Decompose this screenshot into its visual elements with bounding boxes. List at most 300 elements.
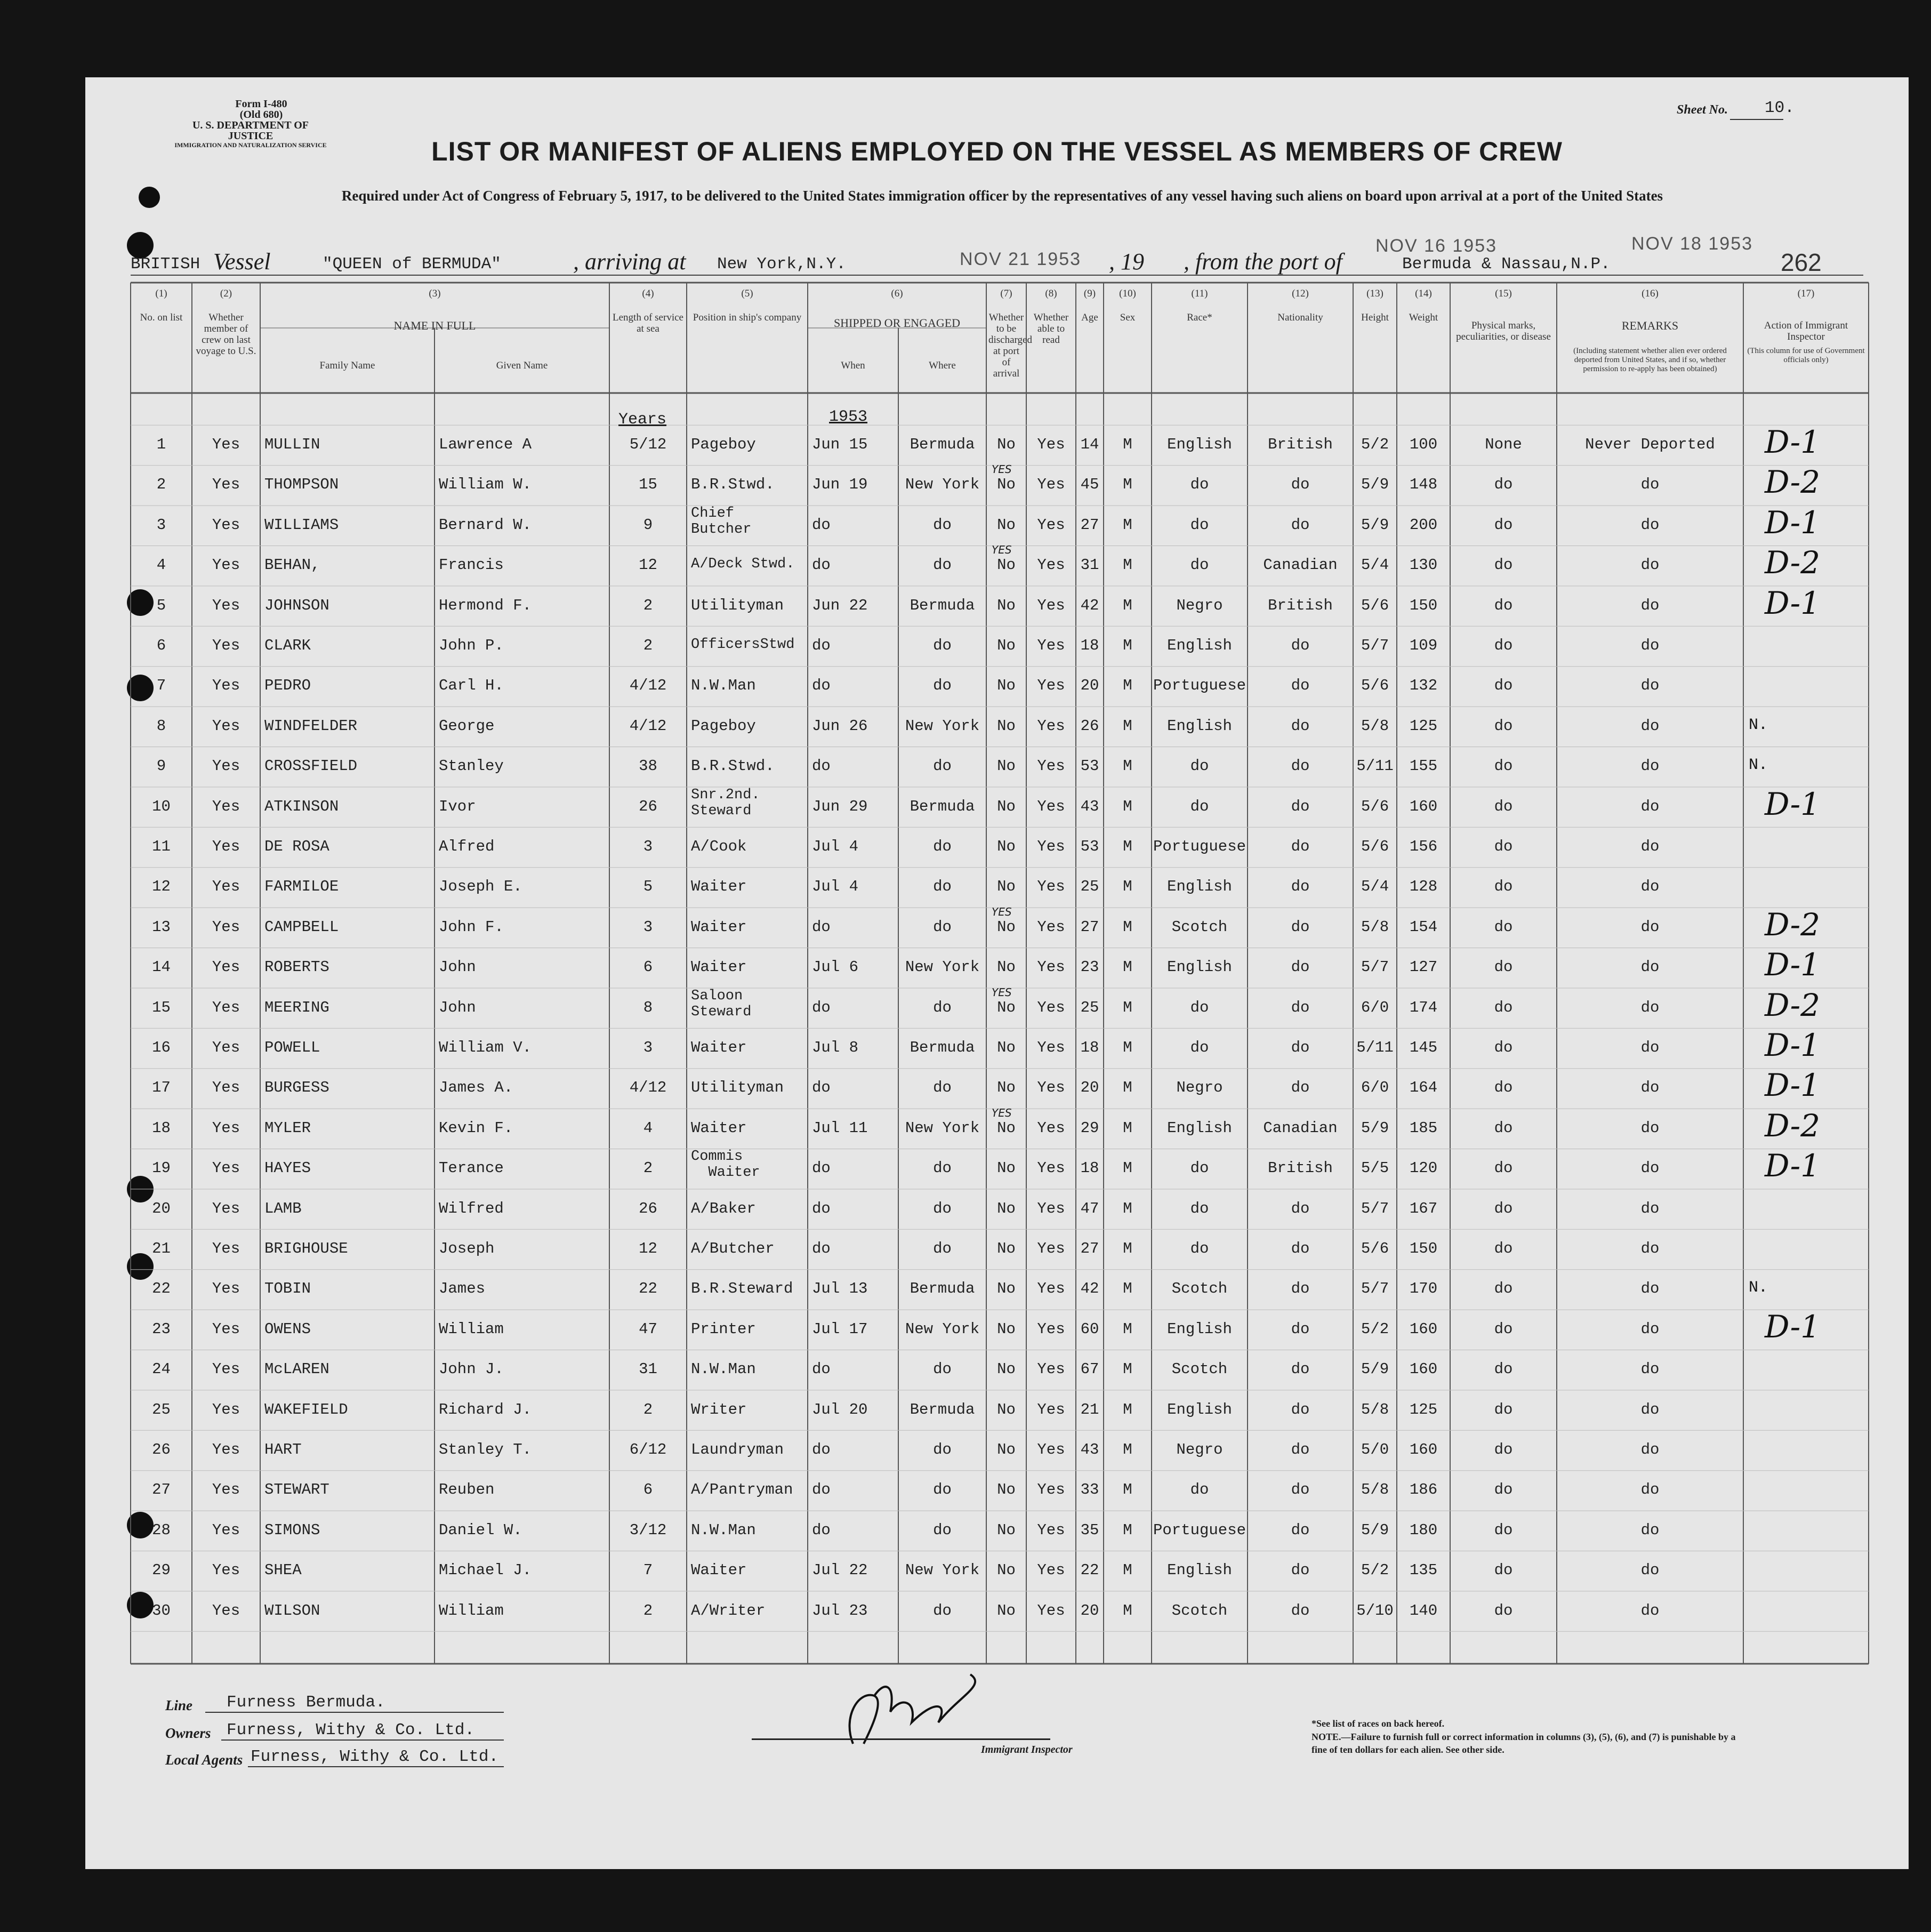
- cell-nat: do: [1291, 1561, 1310, 1580]
- column-number: (2): [220, 288, 232, 299]
- manifest-page: [85, 77, 1909, 1869]
- cell-disch: No: [997, 1320, 1016, 1338]
- cell-no: 26: [152, 1441, 171, 1458]
- cell-marks: do: [1494, 1280, 1513, 1298]
- cell-no: 23: [152, 1320, 171, 1338]
- years-label: Years: [618, 411, 667, 429]
- arriving-port: New York,N.Y.: [717, 255, 846, 274]
- inspector-action: D-1: [1765, 947, 1821, 983]
- column-number: (1): [155, 288, 167, 299]
- column-header: Length of service at sea: [613, 312, 683, 334]
- cell-given: Carl H.: [439, 677, 504, 695]
- cell-position: Laundryman: [691, 1441, 784, 1458]
- cell-when: Jul 22: [812, 1561, 868, 1580]
- cell-when: Jun 19: [812, 476, 868, 494]
- cell-read: Yes: [1037, 436, 1065, 453]
- cell-height: 5/6: [1361, 838, 1389, 855]
- cell-age: 47: [1080, 1199, 1099, 1217]
- cell-race: do: [1190, 757, 1209, 775]
- cell-when: do: [812, 918, 831, 936]
- cell-given: John: [439, 998, 476, 1016]
- cell-weight: 132: [1409, 677, 1438, 695]
- cell-service: 2: [643, 1159, 653, 1177]
- cell-age: 20: [1080, 677, 1099, 695]
- cell-service: 9: [643, 516, 653, 534]
- cell-no: 22: [152, 1280, 171, 1298]
- cell-given: Joseph: [439, 1240, 495, 1257]
- cell-given: Joseph E.: [439, 878, 522, 896]
- cell-family: DE ROSA: [264, 838, 329, 855]
- cell-weight: 125: [1409, 717, 1438, 735]
- cell-disch: No: [997, 918, 1016, 936]
- cell-given: William W.: [439, 476, 532, 494]
- cell-weight: 100: [1409, 436, 1438, 453]
- cell-no: 3: [156, 516, 166, 534]
- cell-when: do: [812, 516, 831, 534]
- inspector-action: D-1: [1765, 504, 1821, 541]
- cell-marks: do: [1494, 838, 1513, 855]
- cell-given: John F.: [439, 918, 504, 936]
- cell-given: Stanley: [439, 757, 504, 775]
- cell-where: do: [933, 1079, 952, 1097]
- cell-where: do: [933, 637, 952, 654]
- cell-where: Bermuda: [910, 436, 975, 453]
- cell-service: 6: [643, 958, 653, 976]
- column-header: Nationality: [1277, 312, 1323, 323]
- cell-when: do: [812, 1481, 831, 1499]
- cell-read: Yes: [1037, 596, 1065, 614]
- cell-marks: do: [1494, 717, 1513, 735]
- arriving-label: , arriving at: [573, 248, 686, 275]
- line-underline: [205, 1712, 504, 1713]
- cell-when: do: [812, 1240, 831, 1257]
- cell-when: Jul 4: [812, 878, 859, 896]
- column-number: (9): [1083, 288, 1096, 299]
- cell-service: 26: [639, 797, 657, 815]
- cell-sex: M: [1123, 1079, 1132, 1097]
- cell-weight: 167: [1409, 1199, 1438, 1217]
- cell-when: Jun 22: [812, 596, 868, 614]
- cell-when: do: [812, 1360, 831, 1378]
- sheet-number: 10.: [1765, 99, 1795, 117]
- cell-read: Yes: [1037, 1240, 1065, 1257]
- page-subtitle: Required under Act of Congress of February 5, 1917, to be delivered to the United States immigration officer by the representatives of any vessel having such aliens on board upon arrival at a port of the United States: [341, 188, 1663, 204]
- cell-no: 25: [152, 1400, 171, 1418]
- cell-age: 27: [1080, 918, 1099, 936]
- cell-remarks: do: [1640, 1119, 1660, 1137]
- cell-family: HAYES: [264, 1159, 311, 1177]
- column-number: (16): [1642, 288, 1659, 299]
- cell-sex: M: [1123, 1400, 1132, 1418]
- line-value: Furness Bermuda.: [227, 1693, 385, 1712]
- cell-height: 5/6: [1361, 797, 1389, 815]
- cell-remarks: do: [1640, 1320, 1660, 1338]
- cell-no: 20: [152, 1199, 171, 1217]
- cell-service: 22: [639, 1280, 657, 1298]
- cell-age: 53: [1080, 838, 1099, 855]
- cell-sex: M: [1123, 637, 1132, 654]
- cell-when: do: [812, 1521, 831, 1539]
- inspector-action: D-2: [1765, 464, 1821, 501]
- cell-sex: M: [1123, 677, 1132, 695]
- cell-disch: No: [997, 1561, 1016, 1580]
- cell-last: Yes: [212, 1079, 240, 1097]
- cell-disch: No: [997, 556, 1016, 574]
- cell-height: 5/8: [1361, 1481, 1389, 1499]
- cell-position: B.R.Stwd.: [691, 476, 775, 494]
- cell-race: English: [1167, 637, 1232, 654]
- cell-sex: M: [1123, 436, 1132, 453]
- cell-no: 10: [152, 797, 171, 815]
- cell-race: do: [1190, 556, 1209, 574]
- cell-position: Commis Waiter: [691, 1149, 760, 1181]
- cell-weight: 148: [1409, 476, 1438, 494]
- line-label: Line: [165, 1697, 192, 1713]
- column-header: Physical marks, peculiarities, or disease: [1456, 320, 1551, 342]
- cell-age: 20: [1080, 1079, 1099, 1097]
- cell-height: 6/0: [1361, 998, 1389, 1016]
- cell-service: 3: [643, 918, 653, 936]
- cell-given: Terance: [439, 1159, 504, 1177]
- cell-weight: 160: [1409, 1441, 1438, 1458]
- cell-race: English: [1167, 958, 1232, 976]
- inspector-action: D-1: [1765, 424, 1821, 460]
- cell-weight: 180: [1409, 1521, 1438, 1539]
- cell-weight: 120: [1409, 1159, 1438, 1177]
- cell-last: Yes: [212, 1039, 240, 1056]
- cell-weight: 145: [1409, 1039, 1438, 1056]
- cell-read: Yes: [1037, 1481, 1065, 1499]
- cell-no: 21: [152, 1240, 171, 1257]
- cell-marks: do: [1494, 1561, 1513, 1580]
- cell-no: 7: [156, 677, 166, 695]
- cell-height: 5/7: [1361, 958, 1389, 976]
- penalty-note: NOTE.—Failure to furnish full or correct information in columns (3), (5), (6), and (7) is punishable by a fine of ten dollars for each alien. See other side.: [1312, 1731, 1736, 1755]
- cell-weight: 128: [1409, 878, 1438, 896]
- cell-where: do: [933, 1360, 952, 1378]
- cell-where: do: [933, 757, 952, 775]
- cell-height: 5/8: [1361, 918, 1389, 936]
- cell-nat: do: [1291, 717, 1310, 735]
- cell-where: Bermuda: [910, 1280, 975, 1298]
- cell-remarks: do: [1640, 958, 1660, 976]
- inspector-action: N.: [1749, 756, 1768, 775]
- cell-race: do: [1190, 1159, 1209, 1177]
- cell-height: 5/9: [1361, 476, 1389, 494]
- cell-given: Alfred: [439, 838, 495, 855]
- cell-race: Negro: [1176, 1441, 1223, 1458]
- cell-remarks: do: [1640, 998, 1660, 1016]
- cell-height: 5/6: [1361, 596, 1389, 614]
- cell-last: Yes: [212, 556, 240, 574]
- cell-where: do: [933, 556, 952, 574]
- cell-read: Yes: [1037, 1280, 1065, 1298]
- cell-family: BEHAN,: [264, 556, 320, 574]
- cell-read: Yes: [1037, 637, 1065, 654]
- column-subheader: (Including statement whether alien ever ordered deported from United States, and if so, whether permission to re-apply has been obtained): [1573, 347, 1727, 373]
- cell-where: do: [933, 1199, 952, 1217]
- cell-sex: M: [1123, 516, 1132, 534]
- cell-no: 19: [152, 1159, 171, 1177]
- cell-service: 7: [643, 1561, 653, 1580]
- cell-age: 42: [1080, 1280, 1099, 1298]
- cell-given: Hermond F.: [439, 596, 532, 614]
- cell-age: 25: [1080, 998, 1099, 1016]
- discharge-note: YES: [992, 905, 1012, 918]
- cell-disch: No: [997, 516, 1016, 534]
- cell-weight: 150: [1409, 1240, 1438, 1257]
- cell-family: PEDRO: [264, 677, 311, 695]
- cell-marks: do: [1494, 677, 1513, 695]
- cell-service: 5/12: [629, 436, 667, 453]
- cell-remarks: do: [1640, 918, 1660, 936]
- cell-nat: do: [1291, 958, 1310, 976]
- inspector-action: D-1: [1765, 1027, 1821, 1063]
- cell-sex: M: [1123, 1360, 1132, 1378]
- cell-where: do: [933, 838, 952, 855]
- cell-height: 5/9: [1361, 516, 1389, 534]
- cell-height: 5/2: [1361, 1320, 1389, 1338]
- cell-family: ROBERTS: [264, 958, 329, 976]
- column-subheader: Family Name: [319, 360, 375, 371]
- year-label: , 19: [1109, 248, 1144, 275]
- cell-marks: do: [1494, 476, 1513, 494]
- cell-given: James A.: [439, 1079, 513, 1097]
- cell-last: Yes: [212, 1521, 240, 1539]
- column-header: NAME IN FULL: [393, 319, 476, 332]
- column-number: (4): [642, 288, 654, 299]
- cell-family: JOHNSON: [264, 596, 329, 614]
- column-header: No. on list: [140, 312, 183, 323]
- inspector-action: D-1: [1765, 1067, 1821, 1104]
- cell-last: Yes: [212, 918, 240, 936]
- cell-marks: do: [1494, 556, 1513, 574]
- cell-sex: M: [1123, 797, 1132, 815]
- cell-family: BRIGHOUSE: [264, 1240, 348, 1257]
- cell-age: 22: [1080, 1561, 1099, 1580]
- cell-family: LAMB: [264, 1199, 302, 1217]
- cell-given: Ivor: [439, 797, 476, 815]
- cell-position: A/Butcher: [691, 1240, 775, 1257]
- cell-when: do: [812, 998, 831, 1016]
- cell-sex: M: [1123, 757, 1132, 775]
- cell-disch: No: [997, 797, 1016, 815]
- cell-read: Yes: [1037, 918, 1065, 936]
- cell-marks: do: [1494, 1039, 1513, 1056]
- cell-position: Waiter: [691, 958, 747, 976]
- cell-position: Saloon Steward: [691, 988, 752, 1020]
- cell-nat: Canadian: [1263, 556, 1338, 574]
- cell-disch: No: [997, 596, 1016, 614]
- cell-height: 5/11: [1356, 757, 1394, 775]
- cell-remarks: do: [1640, 637, 1660, 654]
- cell-where: New York: [905, 1561, 980, 1580]
- cell-nat: do: [1291, 1601, 1310, 1620]
- cell-disch: No: [997, 1280, 1016, 1298]
- cell-sex: M: [1123, 878, 1132, 896]
- column-header: Whether to be discharged at port of arrival: [988, 312, 1032, 379]
- cell-position: N.W.Man: [691, 1360, 756, 1378]
- inspector-action: D-1: [1765, 1308, 1821, 1345]
- cell-family: McLAREN: [264, 1360, 329, 1378]
- cell-position: Pageboy: [691, 717, 756, 735]
- column-number: (17): [1797, 288, 1815, 299]
- cell-read: Yes: [1037, 1039, 1065, 1056]
- cell-last: Yes: [212, 1159, 240, 1177]
- cell-sex: M: [1123, 838, 1132, 855]
- cell-last: Yes: [212, 1199, 240, 1217]
- cell-weight: 130: [1409, 556, 1438, 574]
- cell-read: Yes: [1037, 838, 1065, 855]
- cell-read: Yes: [1037, 1441, 1065, 1458]
- inspector-action: D-1: [1765, 584, 1821, 621]
- cell-sex: M: [1123, 1119, 1132, 1137]
- cell-where: do: [933, 918, 952, 936]
- cell-when: do: [812, 556, 831, 574]
- cell-sex: M: [1123, 958, 1132, 976]
- cell-marks: do: [1494, 998, 1513, 1016]
- cell-given: John P.: [439, 637, 504, 654]
- cell-last: Yes: [212, 516, 240, 534]
- cell-nat: do: [1291, 1240, 1310, 1257]
- cell-marks: do: [1494, 1119, 1513, 1137]
- cell-remarks: do: [1640, 476, 1660, 494]
- cell-given: William: [439, 1320, 504, 1338]
- cell-remarks: do: [1640, 1079, 1660, 1097]
- inspector-action: N.: [1749, 716, 1768, 734]
- cell-nat: do: [1291, 1400, 1310, 1418]
- column-subheader: Where: [929, 360, 956, 371]
- cell-last: Yes: [212, 476, 240, 494]
- cell-race: Scotch: [1171, 1280, 1228, 1298]
- cell-age: 21: [1080, 1400, 1099, 1418]
- cell-weight: 125: [1409, 1400, 1438, 1418]
- cell-where: do: [933, 1521, 952, 1539]
- column-header: Weight: [1409, 312, 1438, 323]
- inspector-action: D-2: [1765, 1107, 1821, 1144]
- cell-race: do: [1190, 1240, 1209, 1257]
- cell-nat: do: [1291, 677, 1310, 695]
- cell-service: 5: [643, 878, 653, 896]
- cell-family: WILSON: [264, 1601, 320, 1620]
- cell-sex: M: [1123, 998, 1132, 1016]
- service-name: IMMIGRATION AND NATURALIZATION SERVICE: [174, 141, 327, 149]
- cell-age: 27: [1080, 516, 1099, 534]
- cell-disch: No: [997, 1079, 1016, 1097]
- cell-given: John: [439, 958, 476, 976]
- cell-position: A/Cook: [691, 838, 747, 855]
- cell-remarks: do: [1640, 1240, 1660, 1257]
- inspector-action: D-1: [1765, 785, 1821, 822]
- cell-marks: do: [1494, 797, 1513, 815]
- owners-underline: [221, 1739, 504, 1741]
- cell-service: 15: [639, 476, 657, 494]
- cell-marks: do: [1494, 1521, 1513, 1539]
- cell-no: 27: [152, 1481, 171, 1499]
- cell-last: Yes: [212, 757, 240, 775]
- page-number-stamp: 262: [1781, 248, 1822, 276]
- cell-marks: do: [1494, 1240, 1513, 1257]
- cell-service: 38: [639, 757, 657, 775]
- cell-weight: 174: [1409, 998, 1438, 1016]
- cell-given: Reuben: [439, 1481, 495, 1499]
- column-header: Whether member of crew on last voyage to U.S.: [196, 312, 256, 357]
- cell-marks: do: [1494, 878, 1513, 896]
- cell-remarks: do: [1640, 516, 1660, 534]
- cell-nat: do: [1291, 1199, 1310, 1217]
- cell-given: Wilfred: [439, 1199, 504, 1217]
- cell-service: 31: [639, 1360, 657, 1378]
- cell-when: Jul 4: [812, 838, 859, 855]
- cell-when: Jul 23: [812, 1601, 868, 1620]
- cell-position: Snr.2nd. Steward: [691, 787, 760, 819]
- cell-remarks: do: [1640, 1159, 1660, 1177]
- cell-height: 5/8: [1361, 1400, 1389, 1418]
- cell-sex: M: [1123, 476, 1132, 494]
- column-number: (3): [429, 288, 441, 299]
- cell-where: do: [933, 1240, 952, 1257]
- cell-remarks: do: [1640, 878, 1660, 896]
- cell-last: Yes: [212, 1561, 240, 1580]
- cell-disch: No: [997, 958, 1016, 976]
- cell-height: 5/2: [1361, 436, 1389, 453]
- inspector-label: Immigrant Inspector: [981, 1744, 1073, 1755]
- cell-given: Francis: [439, 556, 504, 574]
- cell-given: Richard J.: [439, 1400, 532, 1418]
- column-header: Position in ship's company: [693, 312, 802, 323]
- cell-age: 18: [1080, 1159, 1099, 1177]
- cell-last: Yes: [212, 1481, 240, 1499]
- cell-service: 4: [643, 1119, 653, 1137]
- cell-disch: No: [997, 1521, 1016, 1539]
- cell-remarks: do: [1640, 717, 1660, 735]
- cell-family: TOBIN: [264, 1280, 311, 1298]
- cell-height: 6/0: [1361, 1079, 1389, 1097]
- cell-read: Yes: [1037, 476, 1065, 494]
- cell-weight: 185: [1409, 1119, 1438, 1137]
- cell-last: Yes: [212, 637, 240, 654]
- cell-age: 18: [1080, 1039, 1099, 1056]
- cell-family: WAKEFIELD: [264, 1400, 348, 1418]
- cell-read: Yes: [1037, 1400, 1065, 1418]
- cell-age: 60: [1080, 1320, 1099, 1338]
- cell-race: Scotch: [1171, 1601, 1228, 1620]
- cell-when: Jul 11: [812, 1119, 868, 1137]
- cell-remarks: do: [1640, 1521, 1660, 1539]
- cell-no: 6: [156, 637, 166, 654]
- cell-no: 28: [152, 1521, 171, 1539]
- cell-age: 26: [1080, 717, 1099, 735]
- cell-when: Jul 13: [812, 1280, 868, 1298]
- cell-race: do: [1190, 797, 1209, 815]
- cell-position: A/Baker: [691, 1199, 756, 1217]
- cell-when: Jun 29: [812, 797, 868, 815]
- cell-position: A/Deck Stwd.: [691, 556, 795, 573]
- cell-nat: do: [1291, 516, 1310, 534]
- cell-remarks: do: [1640, 596, 1660, 614]
- cell-where: Bermuda: [910, 1400, 975, 1418]
- column-subheader: Given Name: [496, 360, 548, 371]
- cell-service: 2: [643, 1400, 653, 1418]
- cell-no: 15: [152, 998, 171, 1016]
- cell-where: do: [933, 516, 952, 534]
- cell-disch: No: [997, 1039, 1016, 1056]
- cell-remarks: do: [1640, 1039, 1660, 1056]
- cell-sex: M: [1123, 1481, 1132, 1499]
- cell-service: 4/12: [629, 677, 667, 695]
- cell-race: Portuguese: [1153, 677, 1246, 695]
- cell-remarks: do: [1640, 1481, 1660, 1499]
